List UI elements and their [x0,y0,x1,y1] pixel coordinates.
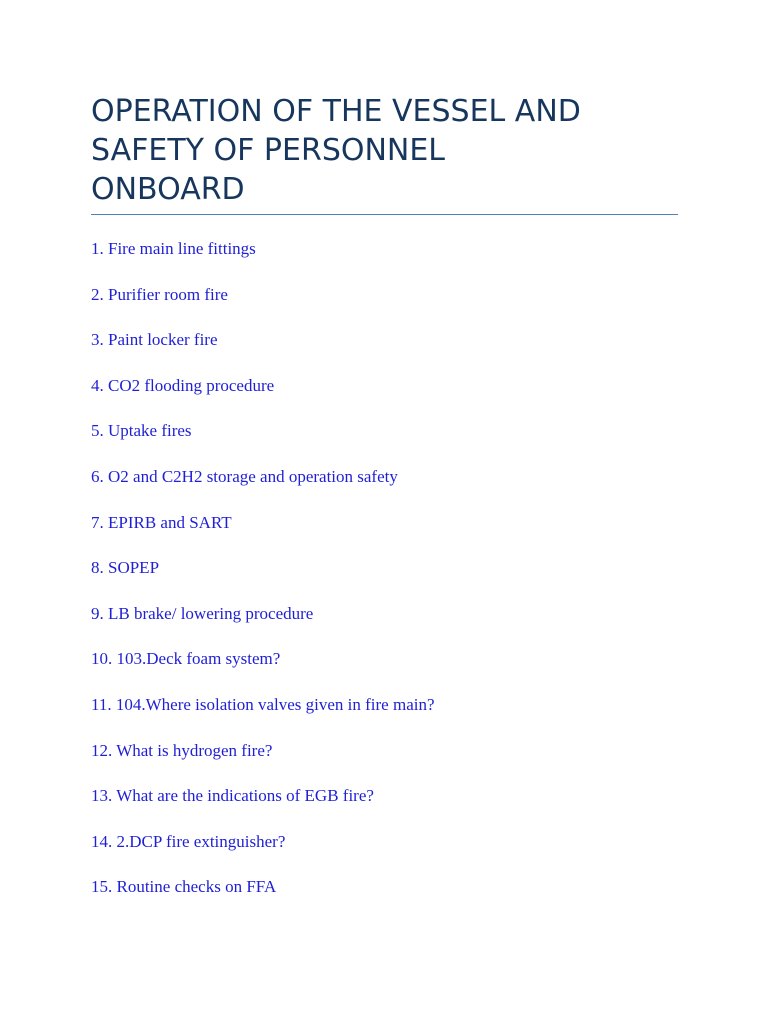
title-line-2: SAFETY OF PERSONNEL [91,133,446,168]
list-item: 9. LB brake/ lowering procedure [91,603,314,623]
list-item: 15. Routine checks on FFA [91,877,277,897]
list-item: 4. CO2 flooding procedure [91,375,275,395]
title-line-3: ONBOARD [91,172,245,207]
document-title [91,92,691,209]
list-item: 5. Uptake fires [91,421,192,441]
list-item: 12. What is hydrogen fire? [91,740,273,760]
list-item: 14. 2.DCP fire extinguisher? [91,831,286,851]
question-list [91,236,691,920]
title-line-1: OPERATION OF THE VESSEL AND [91,94,581,129]
list-item: 6. O2 and C2H2 storage and operation safety [91,466,398,486]
list-item: 7. EPIRB and SART [91,512,232,532]
list-item: 11. 104.Where isolation valves given in fire main? [91,694,435,714]
list-item: 10. 103.Deck foam system? [91,649,281,669]
list-item: 8. SOPEP [91,558,160,578]
list-item: 1. Fire main line fittings [91,239,256,258]
list-item: 3. Paint locker fire [91,330,218,350]
list-item: 2. Purifier room fire [91,284,228,304]
list-item: 13. What are the indications of EGB fire? [91,786,374,806]
title-divider [91,214,678,215]
